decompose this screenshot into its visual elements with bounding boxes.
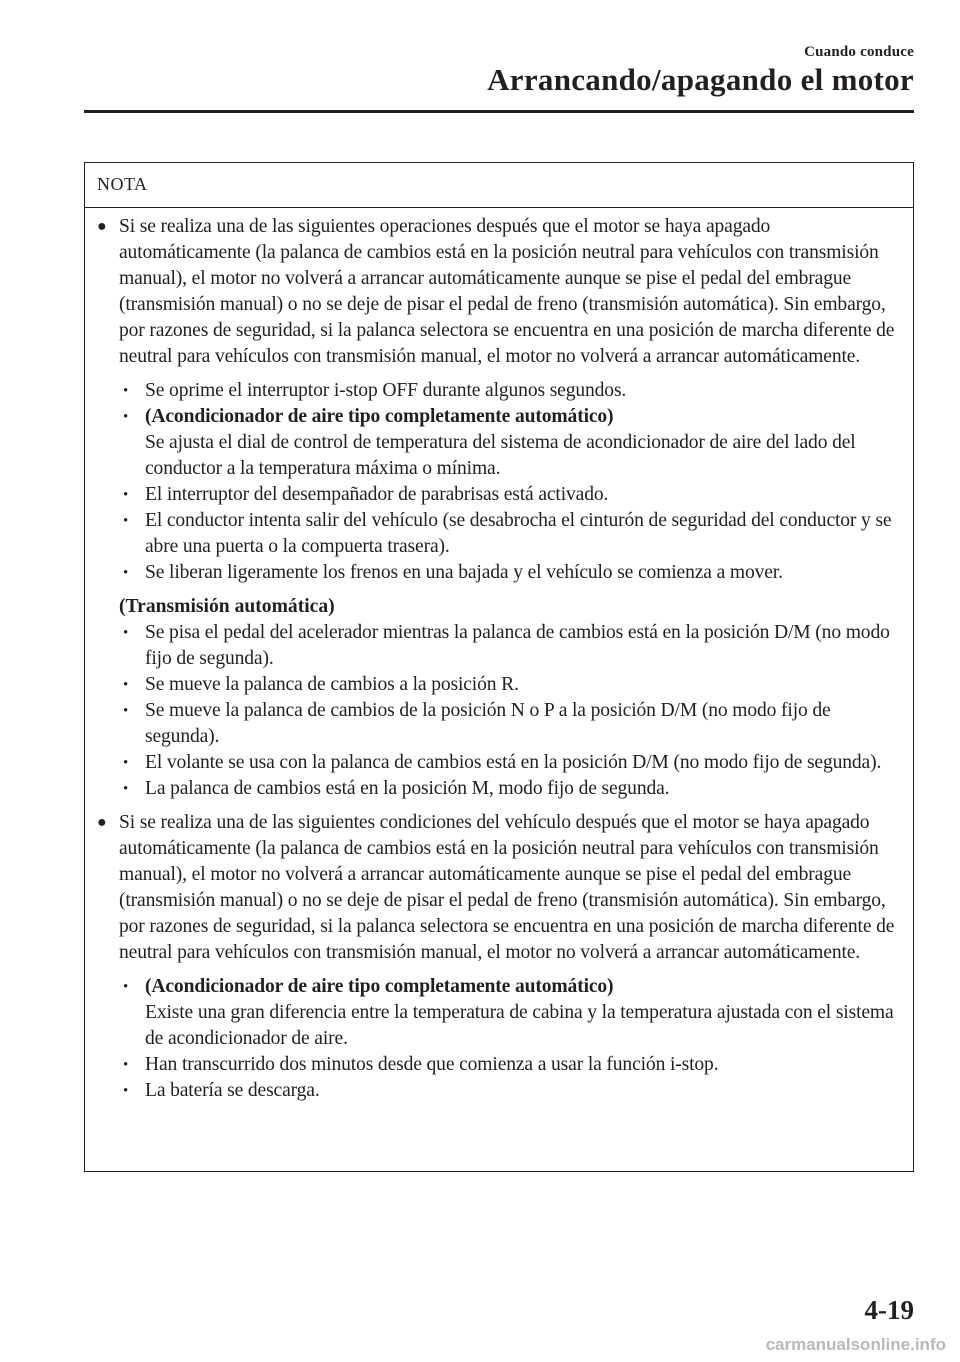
condition-text: Se mueve la palanca de cambios a la posición R. <box>145 674 519 695</box>
header-divider <box>84 110 914 113</box>
condition-text: La palanca de cambios está en la posición M, modo fijo de segunda. <box>145 778 670 799</box>
condition-heading: (Acondicionador de aire tipo completamente automático) <box>145 976 614 997</box>
condition-item <box>119 776 899 802</box>
small-bullet-icon: • <box>123 979 129 995</box>
section-label: Cuando conduce <box>804 44 914 60</box>
condition-item <box>119 620 899 672</box>
condition-group <box>119 594 899 802</box>
condition-item <box>119 698 899 750</box>
small-bullet-icon: • <box>123 383 129 399</box>
small-bullet-icon: • <box>123 677 129 693</box>
condition-group <box>119 974 899 1104</box>
small-bullet-icon: • <box>123 487 129 503</box>
condition-item <box>119 1052 899 1078</box>
note-label: NOTA <box>85 163 913 208</box>
condition-item <box>119 974 899 1052</box>
condition-text: Existe una gran diferencia entre la temperatura de cabina y la temperatura ajustada con el sistema de acondicionador de aire. <box>145 1002 894 1049</box>
note-box <box>84 162 914 1172</box>
condition-text: Se oprime el interruptor i-stop OFF durante algunos segundos. <box>145 380 627 401</box>
small-bullet-icon: • <box>123 781 129 797</box>
small-bullet-icon: • <box>123 755 129 771</box>
note-item-text: Si se realiza una de las siguientes operaciones después que el motor se haya apagado automáticamente (la palanca de cambios está en la posición neutral para vehículos con transmisión manual), el motor no volverá a arrancar automáticamente aunque se pise el pedal del embrague (transmisión manual) o no se deje de pisar el pedal de freno (transmisión automática). Sin embargo, por razones de seguridad, si la palanca selectora se encuentra en una posición de marcha diferente de neutral para vehículos con transmisión manual, el motor no volverá a arrancar automáticamente. <box>119 216 895 367</box>
small-bullet-icon: • <box>123 703 129 719</box>
note-body <box>85 208 913 1104</box>
condition-text: El volante se usa con la palanca de cambios está en la posición D/M (no modo fijo de segunda). <box>145 752 882 773</box>
page-number: 4-19 <box>864 1295 914 1325</box>
condition-text: Han transcurrido dos minutos desde que comienza a usar la función i-stop. <box>145 1054 719 1075</box>
bullet-icon: ● <box>97 218 107 235</box>
condition-text: El interruptor del desempañador de parabrisas está activado. <box>145 484 609 505</box>
bullet-icon: ● <box>97 814 107 831</box>
small-bullet-icon: • <box>123 409 129 425</box>
condition-heading: (Acondicionador de aire tipo completamente automático) <box>145 406 614 427</box>
condition-item <box>119 404 899 482</box>
note-item <box>97 214 899 802</box>
condition-text: El conductor intenta salir del vehículo (se desabrocha el cinturón de seguridad del conductor y se abre una puerta o la compuerta trasera). <box>145 510 892 557</box>
condition-item <box>119 1078 899 1104</box>
condition-text: Se pisa el pedal del acelerador mientras la palanca de cambios está en la posición D/M (no modo fijo de segunda). <box>145 622 890 669</box>
condition-text: La batería se descarga. <box>145 1080 320 1101</box>
page-title: Arrancando/apagando el motor <box>487 62 914 97</box>
condition-item <box>119 560 899 586</box>
condition-item <box>119 378 899 404</box>
condition-group <box>119 378 899 586</box>
group-label: (Transmisión automática) <box>119 596 335 617</box>
condition-item <box>119 672 899 698</box>
small-bullet-icon: • <box>123 625 129 641</box>
condition-item <box>119 508 899 560</box>
condition-text: Se ajusta el dial de control de temperatura del sistema de acondicionador de aire del lado del conductor a la temperatura máxima o mínima. <box>145 432 856 479</box>
condition-item <box>119 750 899 776</box>
watermark: carmanualsonline.info <box>765 1335 946 1354</box>
small-bullet-icon: • <box>123 565 129 581</box>
condition-text: Se mueve la palanca de cambios de la posición N o P a la posición D/M (no modo fijo de segunda). <box>145 700 831 747</box>
small-bullet-icon: • <box>123 1057 129 1073</box>
condition-text: Se liberan ligeramente los frenos en una bajada y el vehículo se comienza a mover. <box>145 562 783 583</box>
note-item <box>97 810 899 1104</box>
condition-item <box>119 482 899 508</box>
note-item-text: Si se realiza una de las siguientes condiciones del vehículo después que el motor se haya apagado automáticamente (la palanca de cambios está en la posición neutral para vehículos con transmisión manual), el motor no volverá a arrancar automáticamente aunque se pise el pedal del embrague (transmisión manual) o no se deje de pisar el pedal de freno (transmisión automática). Sin embargo, por razones de seguridad, si la palanca selectora se encuentra en una posición de marcha diferente de neutral para vehículos con transmisión manual, el motor no volverá a arrancar automáticamente. <box>119 812 895 963</box>
small-bullet-icon: • <box>123 1083 129 1099</box>
small-bullet-icon: • <box>123 513 129 529</box>
